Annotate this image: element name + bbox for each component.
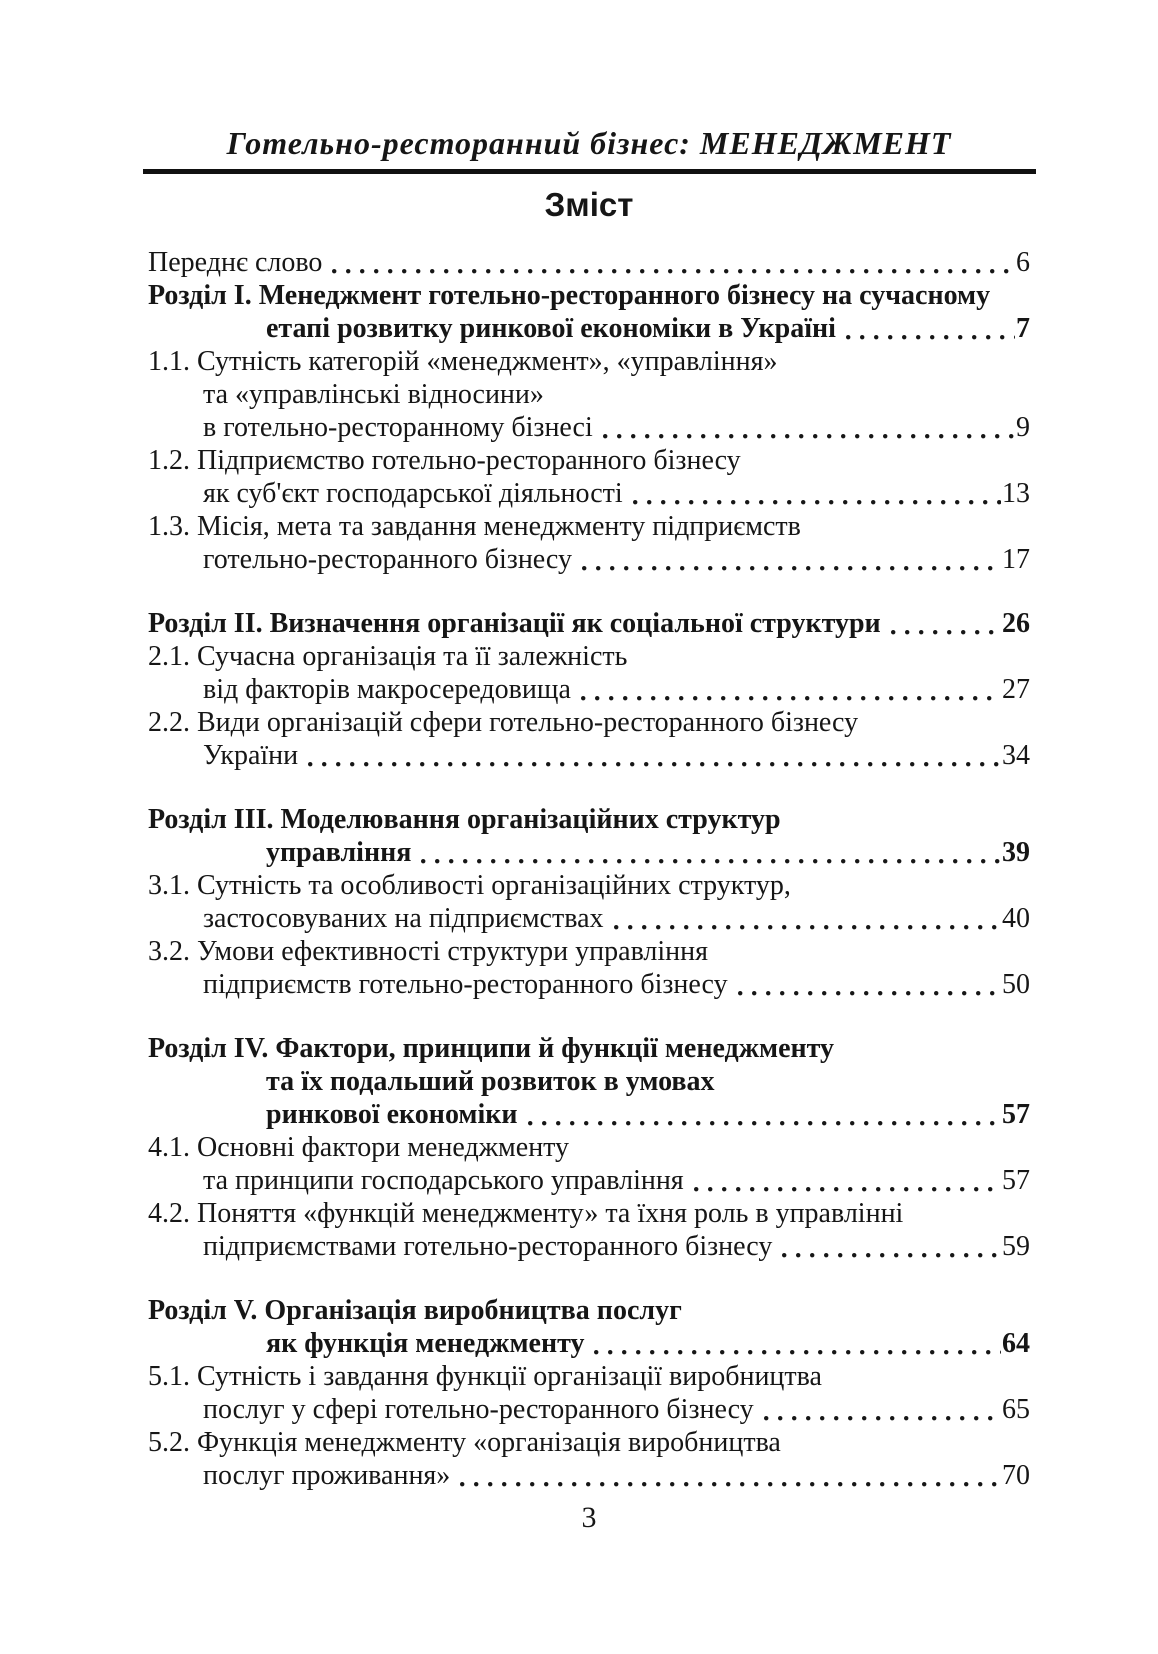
toc-page-number: 39 [1002, 837, 1030, 868]
toc-entry-text: послуг у сфері готельно-ресторанного бізнесу [203, 1394, 754, 1425]
toc-row [148, 1327, 1030, 1360]
toc-row [148, 1131, 1030, 1164]
toc-entry-text: як функція менеджменту [266, 1328, 585, 1359]
dot-leader [594, 1327, 1001, 1360]
toc-row [148, 1032, 1030, 1065]
header-rule [143, 169, 1036, 174]
dot-leader [782, 1230, 1001, 1263]
dot-leader [738, 968, 1001, 1001]
toc-title: Зміст [544, 186, 634, 223]
toc-row [148, 1360, 1030, 1393]
toc-entry-text: 5.2. Функція менеджменту «організація виробництва [148, 1427, 781, 1458]
toc-page-number: 50 [1002, 969, 1030, 1000]
dot-leader [633, 477, 1001, 510]
toc-row [148, 279, 1030, 312]
toc-entry-text: 1.1. Сутність категорій «менеджмент», «управління» [148, 346, 778, 377]
dot-leader [891, 607, 1001, 640]
toc-entry-text: підприємств готельно-ресторанного бізнесу [203, 969, 728, 1000]
toc-entry-text: 5.1. Сутність і завдання функції організації виробництва [148, 1361, 822, 1392]
toc-row [148, 803, 1030, 836]
page-content [148, 0, 1030, 1535]
toc-row [148, 1098, 1030, 1131]
toc-row [148, 1164, 1030, 1197]
running-header-book-title: Готельно-ресторанний бізнес: МЕНЕДЖМЕНТ [226, 125, 952, 161]
toc-row [148, 640, 1030, 673]
toc-entry-text: застосовуваних на підприємствах [203, 903, 604, 934]
toc-entry-text: Розділ IV. Фактори, принципи й функції менеджменту [148, 1033, 835, 1064]
toc-entry-text: України [203, 740, 299, 771]
dot-leader [764, 1393, 1001, 1426]
toc-entry-text: 1.3. Місія, мета та завдання менеджменту підприємств [148, 511, 801, 542]
toc-entry-text: 2.2. Види організацій сфери готельно-ресторанного бізнесу [148, 707, 859, 738]
toc-entry-text: Переднє слово [148, 247, 323, 278]
toc-row [148, 411, 1030, 444]
toc-entry-text: та принципи господарського управління [203, 1165, 684, 1196]
toc-row [148, 1197, 1030, 1230]
toc-row [148, 510, 1030, 543]
toc-page-number: 59 [1002, 1231, 1030, 1262]
dot-leader [308, 739, 1001, 772]
toc-page-number: 34 [1002, 740, 1030, 771]
toc-entry-text: готельно-ресторанного бізнесу [203, 544, 572, 575]
toc-row [148, 869, 1030, 902]
toc-page-number: 57 [1002, 1165, 1030, 1196]
toc-row [148, 1393, 1030, 1426]
toc-entry-text: від факторів макросередовища [203, 674, 571, 705]
toc-page-number: 70 [1002, 1460, 1030, 1491]
dot-leader [460, 1459, 1001, 1492]
toc-row [148, 706, 1030, 739]
toc-entry-text: Розділ V. Організація виробництва послуг [148, 1295, 682, 1326]
toc-entry-text: 2.1. Сучасна організація та її залежність [148, 641, 628, 672]
toc-page-number: 65 [1002, 1394, 1030, 1425]
toc-page-number: 27 [1002, 674, 1030, 705]
toc-entry-text: та їх подальший розвиток в умовах [266, 1066, 715, 1097]
dot-leader [603, 411, 1015, 444]
toc-page-number: 9 [1016, 412, 1030, 443]
toc-entry-text: 3.1. Сутність та особливості організаційних структур, [148, 870, 791, 901]
toc-row [148, 935, 1030, 968]
toc-row [148, 444, 1030, 477]
toc-row [148, 477, 1030, 510]
toc-entry-text: етапі розвитку ринкової економіки в Україні [266, 313, 836, 344]
toc-row [148, 378, 1030, 411]
toc-row [148, 739, 1030, 772]
toc-entry-text: 3.2. Умови ефективності структури управління [148, 936, 709, 967]
toc-row [148, 673, 1030, 706]
toc-entry-text: 4.2. Поняття «функцій менеджменту» та їхня роль в управлінні [148, 1198, 904, 1229]
toc-entry-text: управління [266, 837, 412, 868]
dot-leader [846, 312, 1015, 345]
toc-row [148, 246, 1030, 279]
toc-entry-text: 1.2. Підприємство готельно-ресторанного бізнесу [148, 445, 741, 476]
toc-entry-text: підприємствами готельно-ресторанного бізнесу [203, 1231, 773, 1262]
toc-row [148, 607, 1030, 640]
dot-leader [421, 836, 1001, 869]
toc-row [148, 543, 1030, 576]
dot-leader [694, 1164, 1001, 1197]
toc-entry-text: Розділ III. Моделювання організаційних структур [148, 804, 781, 835]
toc-row [148, 1459, 1030, 1492]
toc-row [148, 312, 1030, 345]
dot-leader [528, 1098, 1001, 1131]
toc-entry-text: та «управлінські відносини» [203, 379, 544, 410]
toc-page-number: 7 [1016, 313, 1030, 344]
toc-page-number: 57 [1002, 1099, 1030, 1130]
toc-row [148, 1294, 1030, 1327]
dot-leader [582, 543, 1001, 576]
toc-row [148, 345, 1030, 378]
toc-list [148, 246, 1030, 1492]
toc-entry-text: Розділ II. Визначення організації як соціальної структури [148, 608, 881, 639]
toc-page-number: 64 [1002, 1328, 1030, 1359]
toc-entry-text: ринкової економіки [266, 1099, 518, 1130]
toc-page-number: 26 [1002, 608, 1030, 639]
dot-leader [581, 673, 1001, 706]
toc-page-number: 40 [1002, 903, 1030, 934]
toc-row [148, 902, 1030, 935]
toc-row [148, 1426, 1030, 1459]
toc-entry-text: в готельно-ресторанному бізнесі [203, 412, 593, 443]
toc-row [148, 836, 1030, 869]
toc-row [148, 968, 1030, 1001]
toc-entry-text: послуг проживання» [203, 1460, 451, 1491]
toc-page-number: 6 [1016, 247, 1030, 278]
toc-row [148, 1065, 1030, 1098]
toc-page-number: 17 [1002, 544, 1030, 575]
toc-entry-text: як суб'єкт господарської діяльності [203, 478, 623, 509]
dot-leader [614, 902, 1002, 935]
toc-row [148, 1230, 1030, 1263]
toc-entry-text: Розділ I. Менеджмент готельно-ресторанного бізнесу на сучасному [148, 280, 991, 311]
dot-leader [332, 246, 1015, 279]
toc-page-number: 13 [1002, 478, 1030, 509]
page-number: 3 [581, 1501, 597, 1534]
toc-entry-text: 4.1. Основні фактори менеджменту [148, 1132, 570, 1163]
